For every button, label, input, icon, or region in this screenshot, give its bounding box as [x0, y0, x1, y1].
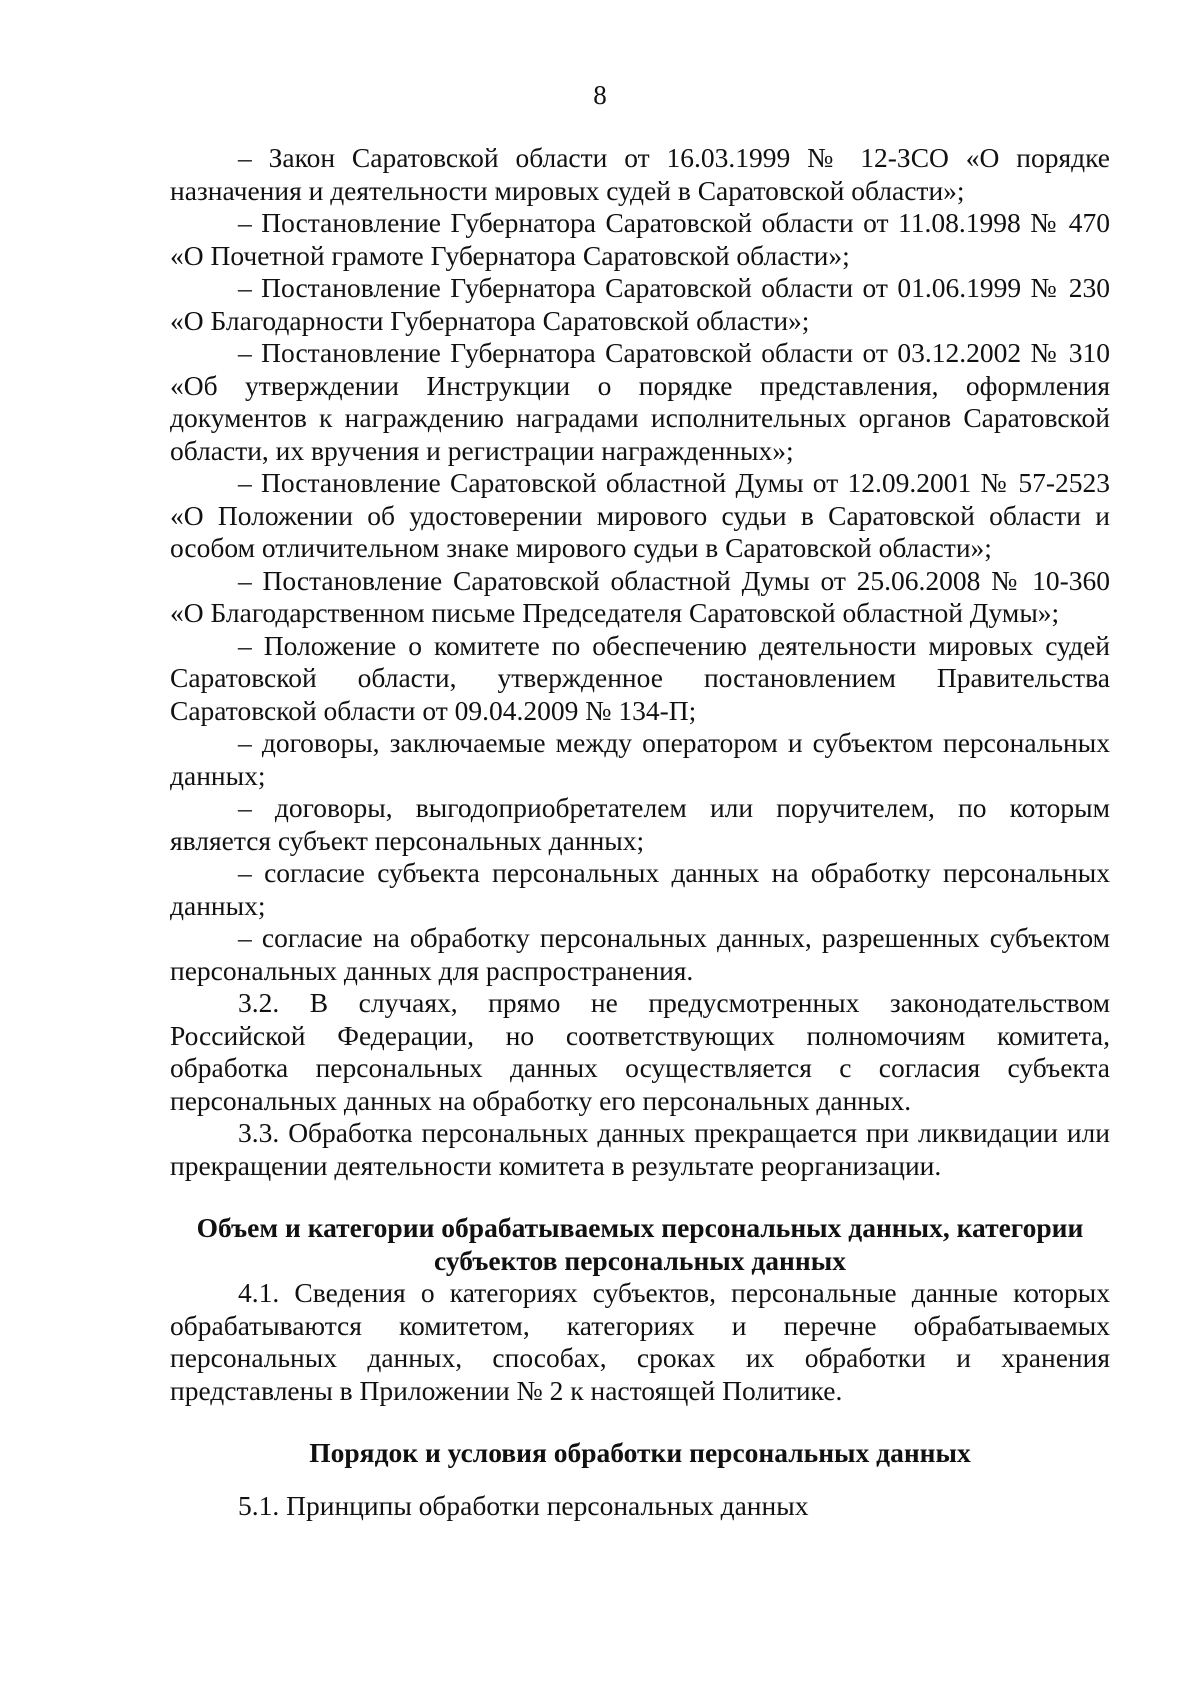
paragraph-3-3: 3.3. Обработка персональных данных прекращается при ликвидации или прекращении деятельности комитета в результате реорганизации. — [170, 1117, 1110, 1181]
paragraph-consent: – согласие субъекта персональных данных на обработку персональных данных; — [170, 857, 1110, 921]
paragraph-committee-regulation: – Положение о комитете по обеспечению деятельности мировых судей Саратовской области, утвержденное постановлением Правительства Саратовской области от 09.04.2009 № 134-П; — [170, 629, 1110, 726]
paragraph-resolution-310: – Постановление Губернатора Саратовской области от 03.12.2002 № 310 «Об утверждении Инструкции о порядке представления, оформления документов к награждению наградами исполнительных органов Саратовской области, их вручения и регистрации награжденных»; — [170, 337, 1110, 466]
section-heading-4: Объем и категории обрабатываемых персональных данных, категории субъектов персональных данных — [196, 1212, 1084, 1276]
paragraph-duma-57-2523: – Постановление Саратовской областной Думы от 12.09.2001 № 57-2523 «О Положении об удостоверении мирового судьи в Саратовской области и особом отличительном знаке мирового судьи в Саратовской области»; — [170, 467, 1110, 563]
paragraph-consent-distribution: – согласие на обработку персональных данных, разрешенных субъектом персональных данных для распространения. — [170, 922, 1110, 986]
page-number: 8 — [593, 80, 607, 110]
paragraph-4-1: 4.1. Сведения о категориях субъектов, персональные данные которых обрабатываются комитетом, категориях и перечне обрабатываемых персональных данных, способах, сроках их обработки и хранения представлены в Приложении № 2 к настоящей Политике. — [170, 1277, 1110, 1406]
paragraph-duma-10-360: – Постановление Саратовской областной Думы от 25.06.2008 № 10-360 «О Благодарственном письме Председателя Саратовской областной Думы»; — [170, 564, 1110, 628]
paragraph-contracts: – договоры, заключаемые между оператором и субъектом персональных данных; — [170, 727, 1110, 791]
section-heading-5: Порядок и условия обработки персональных данных — [309, 1437, 971, 1468]
document-body — [170, 142, 1110, 1522]
paragraph-resolution-470: – Постановление Губернатора Саратовской области от 11.08.1998 № 470 «О Почетной грамоте Губернатора Саратовской области»; — [170, 207, 1110, 271]
paragraph-resolution-230: – Постановление Губернатора Саратовской области от 01.06.1999 № 230 «О Благодарности Губернатора Саратовской области»; — [170, 272, 1110, 336]
paragraph-5-1: 5.1. Принципы обработки персональных данных — [238, 1489, 809, 1521]
paragraph-contracts-beneficiary: – договоры, выгодоприобретателем или поручителем, по которым является субъект персональных данных; — [170, 792, 1110, 856]
paragraph-law-12-zso: – Закон Саратовской области от 16.03.1999 № 12-ЗСО «О порядке назначения и деятельности мировых судей в Саратовской области»; — [170, 142, 1110, 206]
paragraph-3-2: 3.2. В случаях, прямо не предусмотренных законодательством Российской Федерации, но соответствующих полномочиям комитета, обработка персональных данных осуществляется с согласия субъекта персональных данных на обработку его персональных данных. — [170, 987, 1110, 1116]
